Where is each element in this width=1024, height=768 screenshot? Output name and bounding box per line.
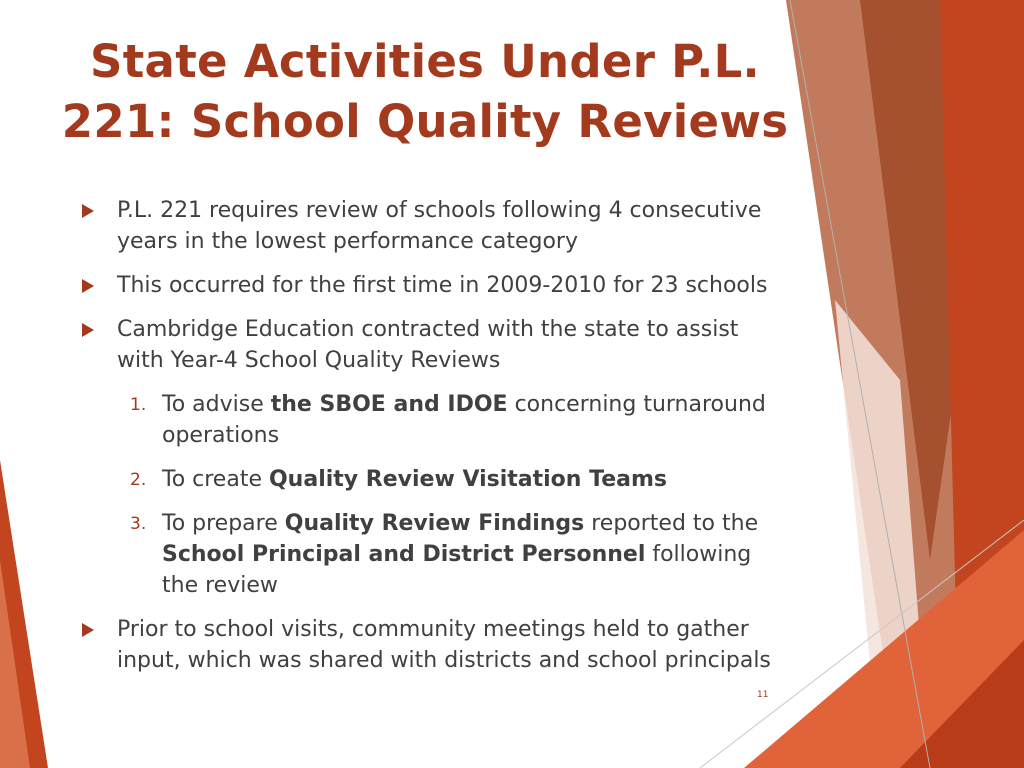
slide-number: 11 bbox=[757, 690, 769, 700]
item-text: To advise the SBOE and IDOE concerning turnaround operations bbox=[162, 392, 766, 448]
bullet-text: Cambridge Education contracted with the state to assist with Year-4 School Quality Reviews bbox=[117, 317, 739, 373]
bullet-text: This occurred for the first time in 2009-2010 for 23 schools bbox=[117, 273, 768, 298]
number-label: 2. bbox=[130, 470, 147, 490]
arrow-bullet-icon bbox=[82, 323, 94, 337]
slide-title: State Activities Under P.L. 221: School Quality Reviews bbox=[61, 35, 789, 148]
bullet-item bbox=[78, 614, 778, 676]
item-text: To prepare Quality Review Findings reported to the School Principal and District Personnel following the review bbox=[162, 511, 759, 598]
number-label: 3. bbox=[130, 514, 147, 534]
arrow-bullet-icon bbox=[82, 623, 94, 637]
number-label: 1. bbox=[130, 395, 147, 415]
item-text: To create Quality Review Visitation Teams bbox=[162, 467, 667, 492]
numbered-item bbox=[78, 464, 778, 495]
bullet-item bbox=[78, 195, 778, 257]
arrow-bullet-icon bbox=[82, 279, 94, 293]
numbered-item bbox=[78, 508, 778, 601]
bullet-text: P.L. 221 requires review of schools following 4 consecutive years in the lowest performance category bbox=[117, 198, 762, 254]
bullet-text: Prior to school visits, community meetings held to gather input, which was shared with districts and school principals bbox=[117, 617, 771, 673]
bullet-item bbox=[78, 270, 778, 301]
bullet-item bbox=[78, 314, 778, 376]
arrow-bullet-icon bbox=[82, 204, 94, 218]
slide-body bbox=[78, 195, 778, 689]
numbered-item bbox=[78, 389, 778, 451]
